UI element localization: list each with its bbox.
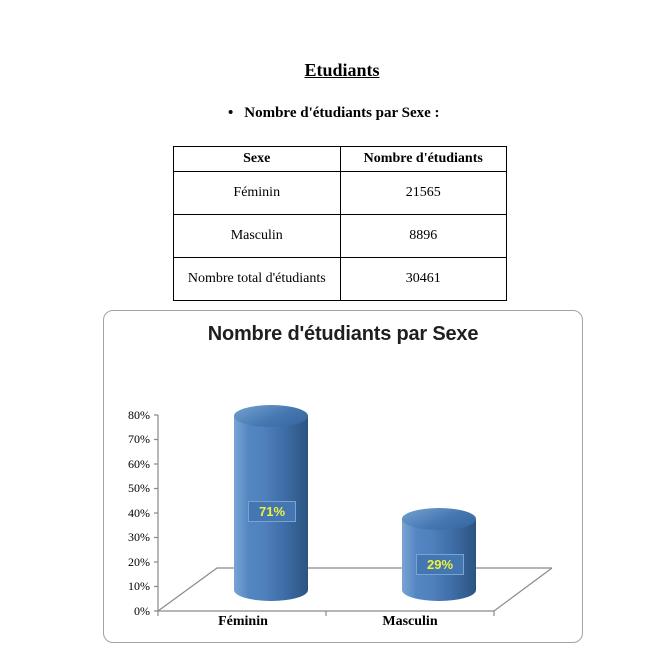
cylinder-top-masculin bbox=[402, 508, 476, 530]
y-tick-40: 40% bbox=[128, 506, 150, 520]
y-tick-30: 30% bbox=[128, 530, 150, 544]
x-category-masculin: Masculin bbox=[382, 614, 438, 629]
section-heading bbox=[228, 105, 440, 122]
cell-total-value: 30461 bbox=[340, 258, 507, 301]
data-label-masculin: 29% bbox=[416, 554, 464, 575]
bullet-icon: • bbox=[228, 105, 234, 121]
data-label-feminin: 71% bbox=[248, 501, 296, 522]
cell-feminin-label: Féminin bbox=[174, 172, 341, 215]
y-tick-0: 0% bbox=[134, 604, 150, 618]
cell-feminin-value: 21565 bbox=[340, 172, 507, 215]
y-tick-80: 80% bbox=[128, 408, 150, 422]
cell-total-label: Nombre total d'étudiants bbox=[174, 258, 341, 301]
table-row bbox=[174, 172, 507, 215]
y-tick-10: 10% bbox=[128, 579, 150, 593]
page-title bbox=[34, 60, 648, 81]
cylinder-top-feminin bbox=[234, 405, 308, 427]
page-title-text: Etudiants bbox=[304, 60, 380, 80]
cell-masculin-label: Masculin bbox=[174, 215, 341, 258]
students-table bbox=[173, 146, 507, 301]
table-row bbox=[174, 215, 507, 258]
table-header-row bbox=[174, 147, 507, 172]
y-tick-60: 60% bbox=[128, 457, 150, 471]
y-tick-50: 50% bbox=[128, 481, 150, 495]
table-row bbox=[174, 258, 507, 301]
cell-masculin-value: 8896 bbox=[340, 215, 507, 258]
y-tick-20: 20% bbox=[128, 555, 150, 569]
chart-axes-floor bbox=[104, 311, 581, 641]
x-category-feminin: Féminin bbox=[218, 614, 268, 629]
col-header-sexe: Sexe bbox=[174, 147, 341, 172]
y-tick-70: 70% bbox=[128, 432, 150, 446]
col-header-nombre: Nombre d'étudiants bbox=[340, 147, 507, 172]
chart-frame bbox=[103, 310, 583, 643]
section-heading-text: Nombre d'étudiants par Sexe : bbox=[244, 105, 440, 121]
chart-title: Nombre d'étudiants par Sexe bbox=[207, 323, 479, 345]
